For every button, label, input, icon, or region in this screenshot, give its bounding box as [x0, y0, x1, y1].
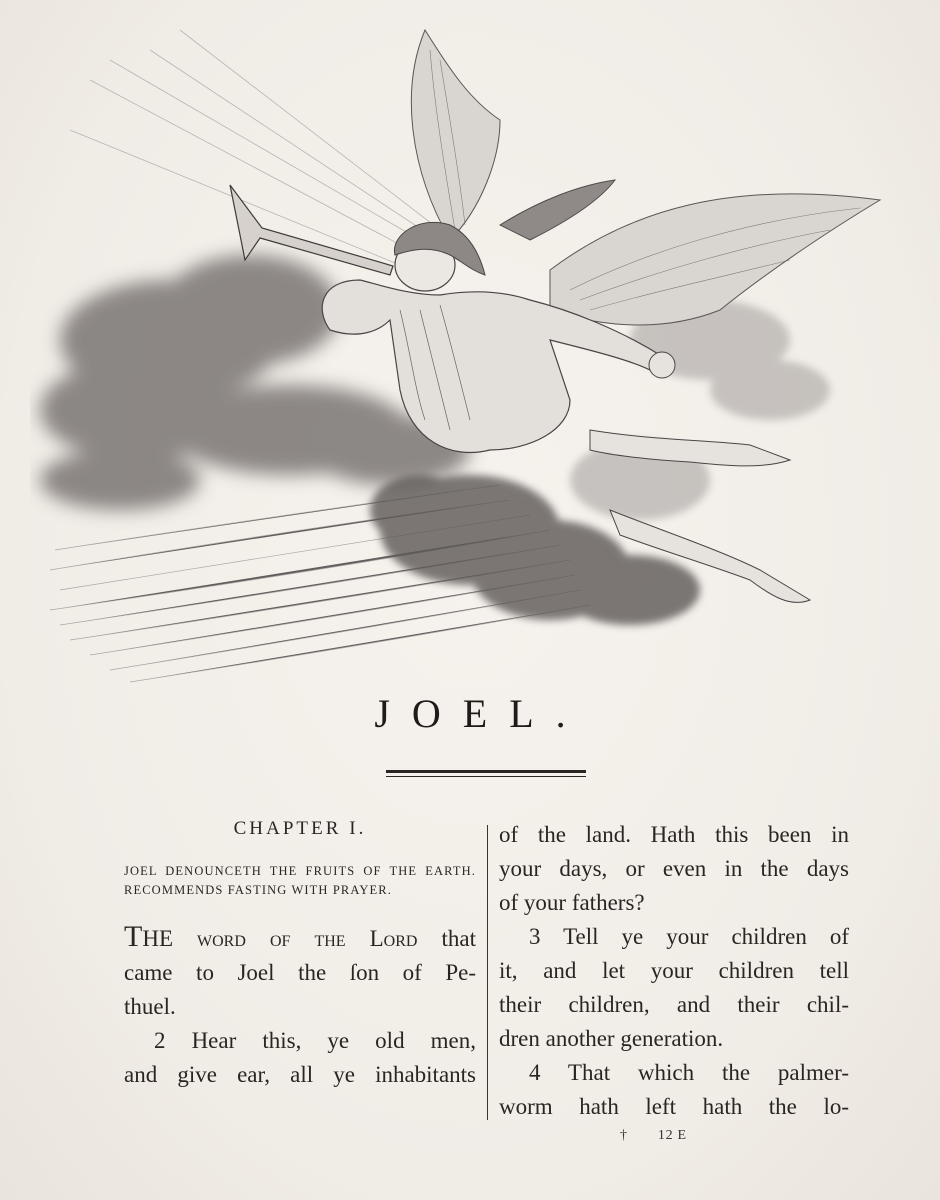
- right-column: [499, 818, 849, 1124]
- right-line-9: worm hath left hath the lo-: [499, 1094, 849, 1119]
- right-line-2: your days, or even in the days: [499, 856, 849, 881]
- verse-1-opening: HE word of the: [142, 926, 370, 951]
- title-rule-thick: [386, 770, 586, 773]
- right-line-6: their children, and their chil-: [499, 992, 849, 1017]
- left-column: [124, 818, 476, 1092]
- verse-2-line-1: 2 Hear this, ye old men,: [154, 1028, 476, 1053]
- right-line-5: it, and let your children tell: [499, 958, 849, 983]
- footer-mark: †: [620, 1128, 628, 1143]
- book-title: JOEL.: [374, 691, 588, 736]
- right-line-8: 4 That which the palmer-: [529, 1060, 849, 1085]
- lord-word: Lord: [369, 926, 418, 951]
- column-divider: [487, 825, 488, 1120]
- chapter-summary: JOEL DENOUNCETH THE FRUITS OF THE EARTH. RECOMMENDS FASTING WITH PRAYER.: [124, 864, 476, 897]
- right-line-7: dren another generation.: [499, 1026, 724, 1051]
- right-line-1: of the land. Hath this been in: [499, 822, 849, 847]
- verse-1-line-1: [124, 920, 476, 956]
- verse-1-line-2: came to Joel the ſon of Pe-: [124, 960, 476, 985]
- verse-1-line-3: thuel.: [124, 994, 176, 1019]
- right-line-3: of your fathers?: [499, 890, 645, 915]
- page-footer: [620, 1128, 687, 1144]
- title-rule-thin: [386, 776, 586, 777]
- angel-trumpet-engraving: [30, 10, 910, 700]
- signature-mark: 12 E: [657, 1128, 687, 1143]
- right-line-4: 3 Tell ye your children of: [529, 924, 849, 949]
- chapter-heading: CHAPTER I.: [233, 818, 367, 839]
- verse-1-line-1-end: that: [417, 926, 476, 951]
- verse-2-line-2: and give ear, all ye inhabitants: [124, 1062, 476, 1087]
- drop-cap: T: [124, 920, 143, 953]
